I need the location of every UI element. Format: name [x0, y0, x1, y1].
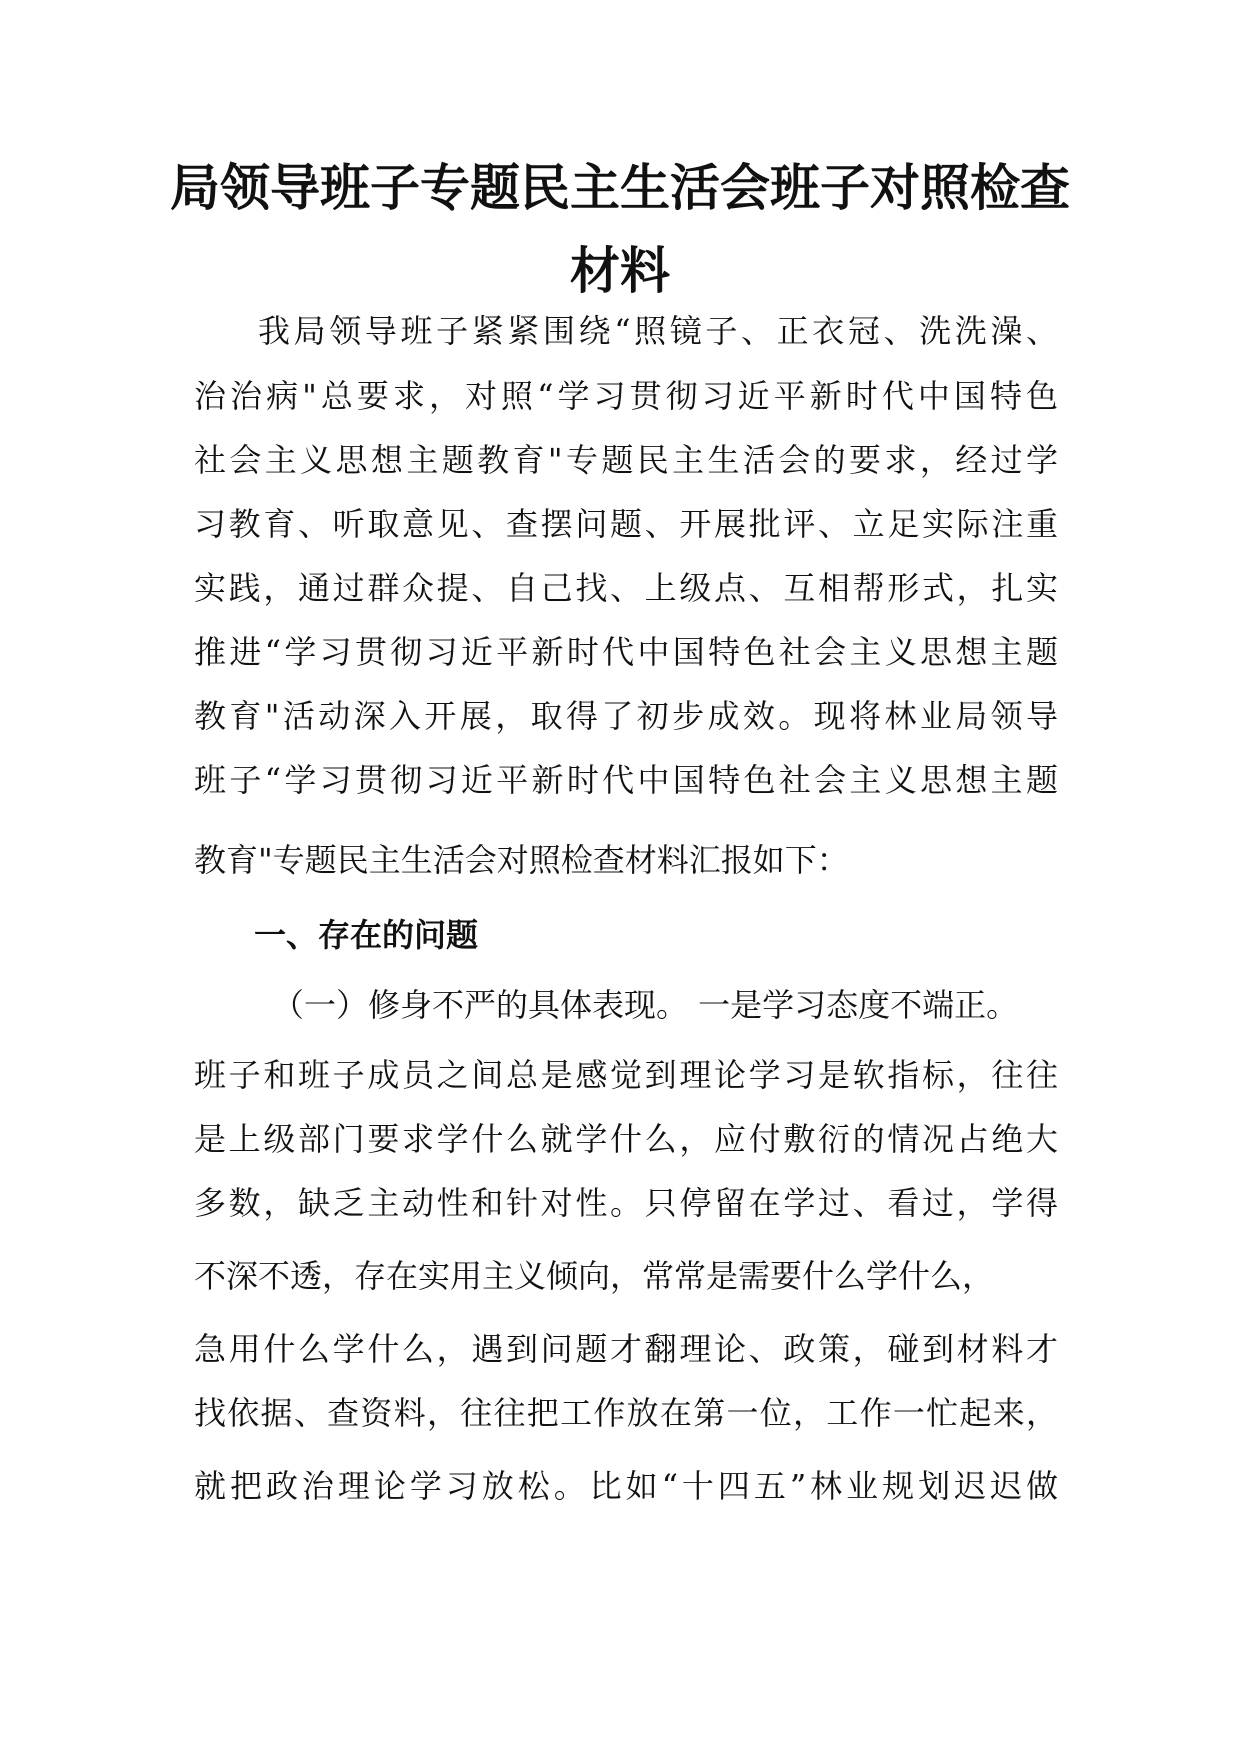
body-line-2: 班子和班子成员之间总是感觉到理论学习是软指标，往往 [194, 1056, 1058, 1094]
intro-line-2: 治治病"总要求，对照“学习贯彻习近平新时代中国特色 [194, 377, 1058, 415]
document-title-line-2: 材料 [570, 242, 670, 300]
intro-line-4: 习教育、听取意见、查摆问题、开展批评、立足实际注重 [194, 505, 1058, 543]
intro-line-5: 实践，通过群众提、自己找、上级点、互相帮形式，扎实 [194, 569, 1058, 607]
intro-line-9: 教育"专题民主生活会对照检查材料汇报如下： [194, 841, 849, 879]
intro-line-6: 推进“学习贯彻习近平新时代中国特色社会主义思想主题 [194, 633, 1058, 671]
body-line-6: 急用什么学什么，遇到问题才翻理论、政策，碰到材料才 [194, 1330, 1058, 1368]
document-title-line-1: 局领导班子专题民主生活会班子对照检查 [170, 159, 1070, 217]
section-heading: 一、存在的问题 [254, 916, 479, 954]
intro-line-1: 我局领导班子紧紧围绕“照镜子、正衣冠、洗洗澡、 [258, 312, 1058, 350]
body-line-5: 不深不透，存在实用主义倾向，常常是需要什么学什么， [194, 1257, 995, 1295]
intro-line-8: 班子“学习贯彻习近平新时代中国特色社会主义思想主题 [194, 761, 1058, 799]
intro-line-3: 社会主义思想主题教育"专题民主生活会的要求，经过学 [194, 441, 1058, 479]
body-line-4: 多数，缺乏主动性和针对性。只停留在学过、看过，学得 [194, 1184, 1058, 1222]
intro-line-7: 教育"活动深入开展，取得了初步成效。现将林业局领导 [194, 697, 1058, 735]
body-line-3: 是上级部门要求学什么就学什么，应付敷衍的情况占绝大 [194, 1120, 1058, 1158]
body-line-7: 找依据、查资料，往往把工作放在第一位，工作一忙起来， [194, 1394, 1058, 1432]
body-line-8: 就把政治理论学习放松。比如“十四五”林业规划迟迟做 [194, 1467, 1058, 1505]
body-line-1: （一）修身不严的具体表现。 一是学习态度不端正。 [272, 986, 1019, 1024]
